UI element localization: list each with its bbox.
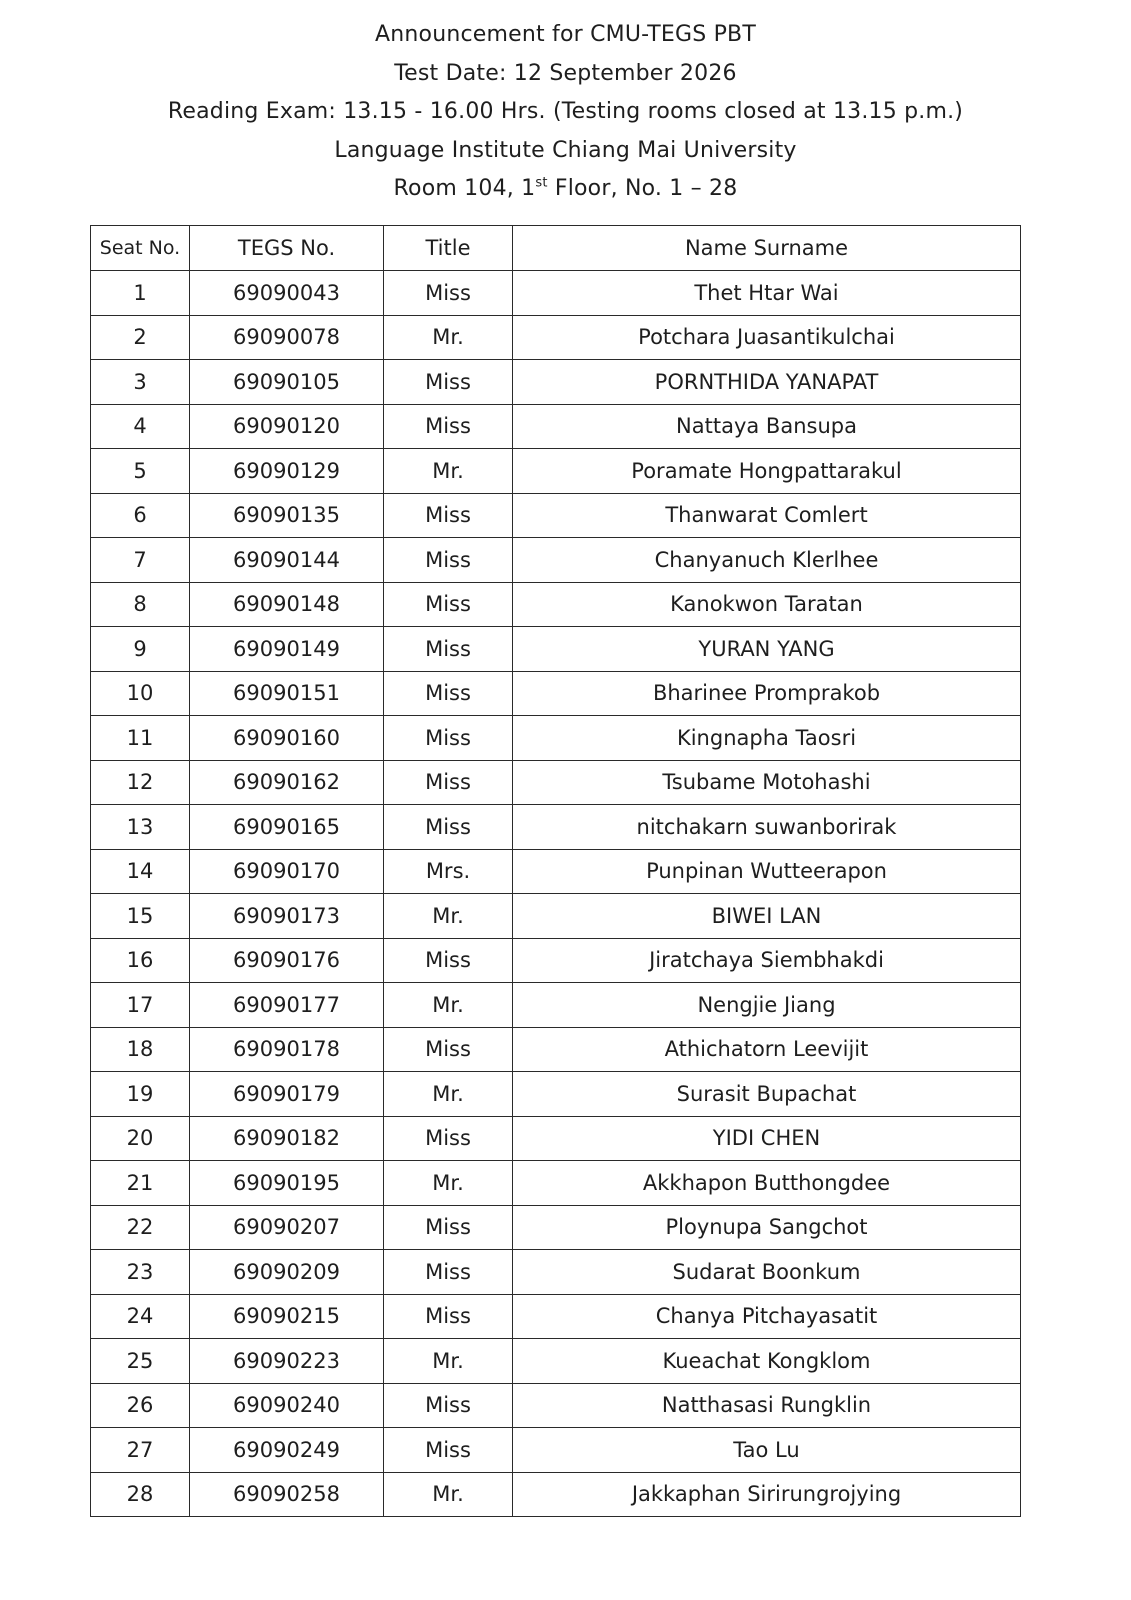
seat-no-cell: 22	[91, 1205, 190, 1250]
table-row	[91, 1205, 1021, 1250]
table-row	[91, 894, 1021, 939]
seating-table	[90, 225, 1021, 1517]
table-header-row	[91, 226, 1021, 271]
tegs-no-cell: 69090135	[190, 493, 384, 538]
name-surname-cell: Chanya Pitchayasatit	[513, 1294, 1021, 1339]
title-cell: Miss	[384, 493, 513, 538]
title-cell: Miss	[384, 760, 513, 805]
table-row	[91, 1116, 1021, 1161]
tegs-no-cell: 69090223	[190, 1339, 384, 1384]
table-body	[91, 271, 1021, 1517]
title-cell: Miss	[384, 271, 513, 316]
title-cell: Mr.	[384, 983, 513, 1028]
table-row	[91, 1250, 1021, 1295]
column-header-seat-no: Seat No.	[91, 226, 190, 271]
institute-name: Language Institute Chiang Mai University	[334, 137, 797, 163]
title-cell: Miss	[384, 582, 513, 627]
title-cell: Mr.	[384, 315, 513, 360]
table-row	[91, 983, 1021, 1028]
name-surname-cell: Tao Lu	[513, 1428, 1021, 1473]
title-cell: Miss	[384, 1294, 513, 1339]
table-row	[91, 1428, 1021, 1473]
table-row	[91, 404, 1021, 449]
seat-no-cell: 2	[91, 315, 190, 360]
tegs-no-cell: 69090165	[190, 805, 384, 850]
seat-no-cell: 26	[91, 1383, 190, 1428]
tegs-no-cell: 69090120	[190, 404, 384, 449]
seat-no-cell: 27	[91, 1428, 190, 1473]
tegs-no-cell: 69090151	[190, 671, 384, 716]
title-cell: Miss	[384, 805, 513, 850]
table-row	[91, 1339, 1021, 1384]
tegs-no-cell: 69090148	[190, 582, 384, 627]
name-surname-cell: Jakkaphan Sirirungrojying	[513, 1472, 1021, 1517]
title-cell: Miss	[384, 360, 513, 405]
table-row	[91, 538, 1021, 583]
tegs-no-cell: 69090177	[190, 983, 384, 1028]
title-cell: Mr.	[384, 449, 513, 494]
column-header-name-surname: Name Surname	[513, 226, 1021, 271]
name-surname-cell: Akkhapon Butthongdee	[513, 1161, 1021, 1206]
name-surname-cell: Potchara Juasantikulchai	[513, 315, 1021, 360]
tegs-no-cell: 69090240	[190, 1383, 384, 1428]
tegs-no-cell: 69090162	[190, 760, 384, 805]
tegs-no-cell: 69090144	[190, 538, 384, 583]
title-cell: Miss	[384, 1116, 513, 1161]
name-surname-cell: Bharinee Promprakob	[513, 671, 1021, 716]
column-header-tegs-no: TEGS No.	[190, 226, 384, 271]
tegs-no-cell: 69090160	[190, 716, 384, 761]
seat-no-cell: 23	[91, 1250, 190, 1295]
title-cell: Miss	[384, 538, 513, 583]
title-cell: Miss	[384, 1428, 513, 1473]
table-row	[91, 1383, 1021, 1428]
name-surname-cell: Punpinan Wutteerapon	[513, 849, 1021, 894]
table-row	[91, 493, 1021, 538]
seat-no-cell: 24	[91, 1294, 190, 1339]
table-row	[91, 1472, 1021, 1517]
title-cell: Mr.	[384, 1339, 513, 1384]
seat-no-cell: 15	[91, 894, 190, 939]
room-info-prefix: Room 104, 1	[393, 176, 536, 201]
tegs-no-cell: 69090176	[190, 938, 384, 983]
title-cell: Mr.	[384, 1472, 513, 1517]
seat-no-cell: 25	[91, 1339, 190, 1384]
table-row	[91, 271, 1021, 316]
seat-no-cell: 3	[91, 360, 190, 405]
table-row	[91, 1027, 1021, 1072]
table-row	[91, 1072, 1021, 1117]
seat-no-cell: 28	[91, 1472, 190, 1517]
table-row	[91, 716, 1021, 761]
table-row	[91, 449, 1021, 494]
title-cell: Miss	[384, 1205, 513, 1250]
tegs-no-cell: 69090182	[190, 1116, 384, 1161]
title-cell: Miss	[384, 1250, 513, 1295]
title-cell: Mr.	[384, 1161, 513, 1206]
name-surname-cell: Kingnapha Taosri	[513, 716, 1021, 761]
name-surname-cell: Thet Htar Wai	[513, 271, 1021, 316]
table-row	[91, 1294, 1021, 1339]
seat-no-cell: 19	[91, 1072, 190, 1117]
tegs-no-cell: 69090105	[190, 360, 384, 405]
name-surname-cell: Jiratchaya Siembhakdi	[513, 938, 1021, 983]
seat-no-cell: 8	[91, 582, 190, 627]
room-info-suffix: Floor, No. 1 – 28	[547, 176, 738, 201]
name-surname-cell: Sudarat Boonkum	[513, 1250, 1021, 1295]
seat-no-cell: 21	[91, 1161, 190, 1206]
table-row	[91, 1161, 1021, 1206]
seat-no-cell: 17	[91, 983, 190, 1028]
name-surname-cell: Tsubame Motohashi	[513, 760, 1021, 805]
name-surname-cell: Nattaya Bansupa	[513, 404, 1021, 449]
title-cell: Mrs.	[384, 849, 513, 894]
table-row	[91, 849, 1021, 894]
name-surname-cell: Thanwarat Comlert	[513, 493, 1021, 538]
seat-no-cell: 14	[91, 849, 190, 894]
name-surname-cell: BIWEI LAN	[513, 894, 1021, 939]
name-surname-cell: Natthasasi Rungklin	[513, 1383, 1021, 1428]
tegs-no-cell: 69090195	[190, 1161, 384, 1206]
name-surname-cell: Ploynupa Sangchot	[513, 1205, 1021, 1250]
title-cell: Miss	[384, 1027, 513, 1072]
seat-no-cell: 5	[91, 449, 190, 494]
title-cell: Miss	[384, 627, 513, 672]
tegs-no-cell: 69090215	[190, 1294, 384, 1339]
seat-no-cell: 18	[91, 1027, 190, 1072]
name-surname-cell: Athichatorn Leevijit	[513, 1027, 1021, 1072]
tegs-no-cell: 69090179	[190, 1072, 384, 1117]
tegs-no-cell: 69090178	[190, 1027, 384, 1072]
name-surname-cell: YURAN YANG	[513, 627, 1021, 672]
tegs-no-cell: 69090209	[190, 1250, 384, 1295]
name-surname-cell: Kanokwon Taratan	[513, 582, 1021, 627]
name-surname-cell: Nengjie Jiang	[513, 983, 1021, 1028]
name-surname-cell: Poramate Hongpattarakul	[513, 449, 1021, 494]
seat-no-cell: 16	[91, 938, 190, 983]
table-row	[91, 671, 1021, 716]
seat-no-cell: 4	[91, 404, 190, 449]
title-cell: Miss	[384, 716, 513, 761]
title-cell: Miss	[384, 404, 513, 449]
name-surname-cell: YIDI CHEN	[513, 1116, 1021, 1161]
name-surname-cell: Kueachat Kongklom	[513, 1339, 1021, 1384]
title-cell: Mr.	[384, 1072, 513, 1117]
seat-no-cell: 1	[91, 271, 190, 316]
table-row	[91, 760, 1021, 805]
tegs-no-cell: 69090207	[190, 1205, 384, 1250]
room-info	[0, 170, 1131, 209]
tegs-no-cell: 69090043	[190, 271, 384, 316]
title-cell: Miss	[384, 1383, 513, 1428]
tegs-no-cell: 69090173	[190, 894, 384, 939]
seat-no-cell: 12	[91, 760, 190, 805]
seat-no-cell: 6	[91, 493, 190, 538]
column-header-title: Title	[384, 226, 513, 271]
exam-time: Reading Exam: 13.15 - 16.00 Hrs. (Testing rooms closed at 13.15 p.m.)	[167, 99, 964, 124]
test-date: Test Date: 12 September 2026	[394, 60, 737, 86]
announcement-title: Announcement for CMU-TEGS PBT	[375, 22, 756, 47]
table-row	[91, 360, 1021, 405]
tegs-no-cell: 69090170	[190, 849, 384, 894]
table-row	[91, 938, 1021, 983]
tegs-no-cell: 69090129	[190, 449, 384, 494]
room-info-ordinal: st	[535, 175, 548, 191]
seat-no-cell: 13	[91, 805, 190, 850]
seat-no-cell: 10	[91, 671, 190, 716]
seat-no-cell: 11	[91, 716, 190, 761]
table-row	[91, 315, 1021, 360]
seat-no-cell: 9	[91, 627, 190, 672]
name-surname-cell: Surasit Bupachat	[513, 1072, 1021, 1117]
title-cell: Mr.	[384, 894, 513, 939]
tegs-no-cell: 69090078	[190, 315, 384, 360]
tegs-no-cell: 69090249	[190, 1428, 384, 1473]
announcement-header	[0, 16, 1131, 209]
tegs-no-cell: 69090258	[190, 1472, 384, 1517]
title-cell: Miss	[384, 671, 513, 716]
name-surname-cell: Chanyanuch Klerlhee	[513, 538, 1021, 583]
table-row	[91, 627, 1021, 672]
seat-no-cell: 7	[91, 538, 190, 583]
table-row	[91, 805, 1021, 850]
table-row	[91, 582, 1021, 627]
seat-no-cell: 20	[91, 1116, 190, 1161]
title-cell: Miss	[384, 938, 513, 983]
tegs-no-cell: 69090149	[190, 627, 384, 672]
name-surname-cell: PORNTHIDA YANAPAT	[513, 360, 1021, 405]
name-surname-cell: nitchakarn suwanborirak	[513, 805, 1021, 850]
